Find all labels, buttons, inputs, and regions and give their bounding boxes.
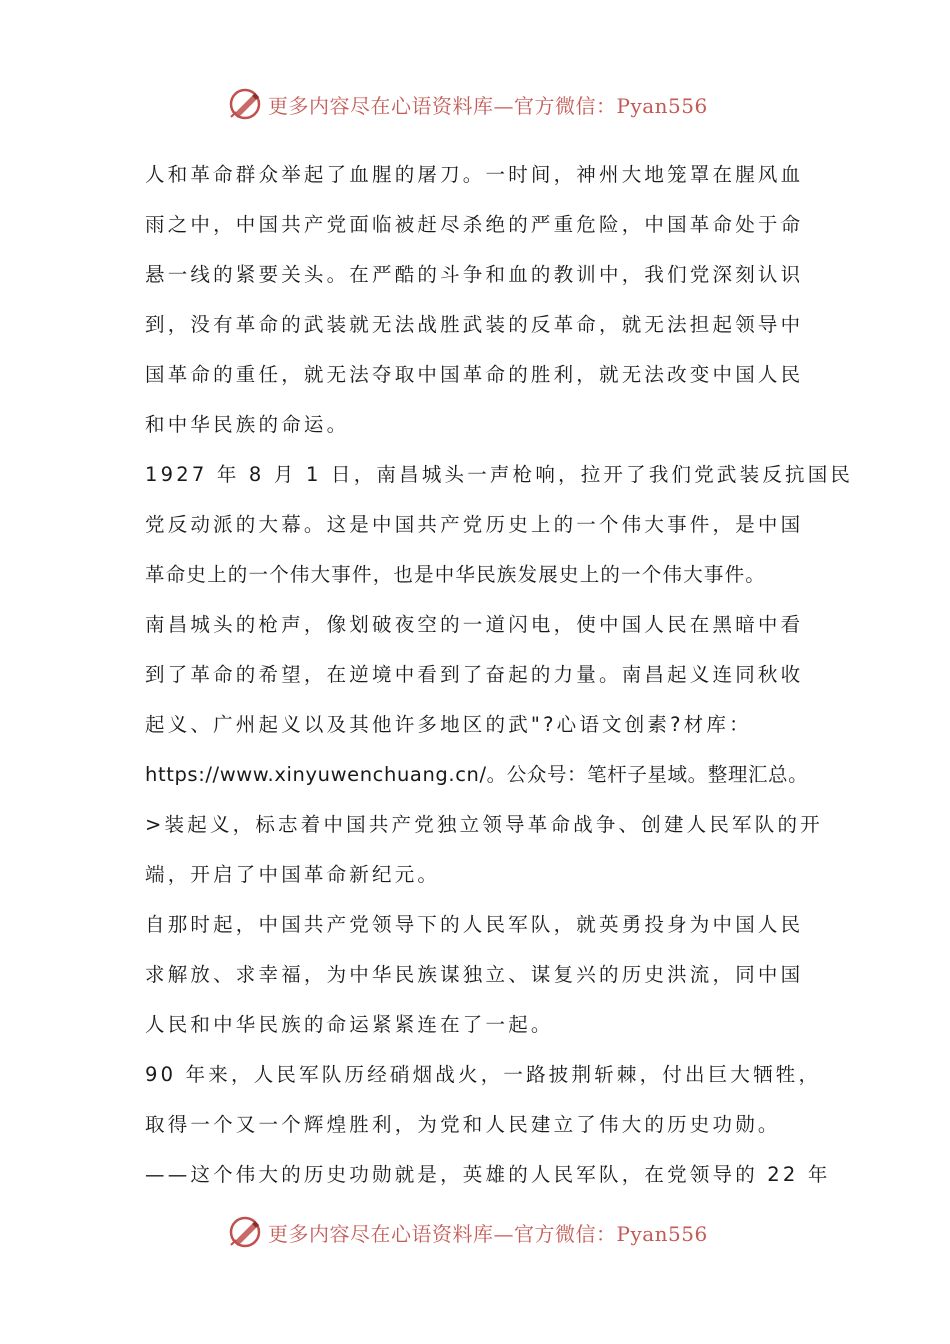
pen-logo-icon — [228, 87, 262, 121]
text-line: ——这个伟大的历史功勋就是，英雄的人民军队，在党领导的 22 年 — [145, 1163, 831, 1186]
text-line: 起义、广州起义以及其他许多地区的武"?心语文创素?材库： — [145, 713, 752, 736]
text-line: >装起义，标志着中国共产党独立领导革命战争、创建人民军队的开 — [145, 813, 823, 836]
header-watermark-banner — [228, 84, 748, 124]
text-line: 雨之中，中国共产党面临被赶尽杀绝的严重危险，中国革命处于命 — [145, 213, 804, 236]
footer-watermark-banner — [228, 1212, 748, 1252]
text-line: 党反动派的大幕。这是中国共产党历史上的一个伟大事件，是中国 — [145, 513, 804, 536]
text-line: 人和革命群众举起了血腥的屠刀。一时间，神州大地笼罩在腥风血 — [145, 163, 804, 186]
text-line: 革命史上的一个伟大事件，也是中华民族发展史上的一个伟大事件。 — [145, 563, 767, 586]
text-line: 和中华民族的命运。 — [145, 413, 350, 436]
text-line: 到了革命的希望，在逆境中看到了奋起的力量。南昌起义连同秋收 — [145, 663, 804, 686]
text-line: 南昌城头的枪声，像划破夜空的一道闪电，使中国人民在黑暗中看 — [145, 613, 804, 636]
pen-logo-icon — [228, 1215, 262, 1249]
text-line: 人民和中华民族的命运紧紧连在了一起。 — [145, 1013, 554, 1036]
text-line: 到，没有革命的武装就无法战胜武装的反革命，就无法担起领导中 — [145, 313, 804, 336]
text-line: 悬一线的紧要关头。在严酷的斗争和血的教训中，我们党深刻认识 — [145, 263, 804, 286]
document-body — [145, 150, 854, 1200]
text-line: 求解放、求幸福，为中华民族谋独立、谋复兴的历史洪流，同中国 — [145, 963, 804, 986]
watermark-text: 更多内容尽在心语资料库—官方微信：Pyan556 — [268, 93, 708, 118]
text-line: 1927 年 8 月 1 日，南昌城头一声枪响，拉开了我们党武装反抗国民 — [145, 463, 854, 486]
text-line: 国革命的重任，就无法夺取中国革命的胜利，就无法改变中国人民 — [145, 363, 804, 386]
watermark-text: 更多内容尽在心语资料库—官方微信：Pyan556 — [268, 1221, 708, 1246]
text-line: 90 年来，人民军队历经硝烟战火，一路披荆斩棘，付出巨大牺牲， — [145, 1063, 822, 1086]
text-line: 自那时起，中国共产党领导下的人民军队，就英勇投身为中国人民 — [145, 913, 804, 936]
text-line: 端，开启了中国革命新纪元。 — [145, 863, 441, 886]
text-line: 取得一个又一个辉煌胜利，为党和人民建立了伟大的历史功勋。 — [145, 1113, 781, 1136]
text-line-url: https://www.xinyuwenchuang.cn/。公众号：笔杆子星域。整理汇总。 — [145, 763, 809, 786]
